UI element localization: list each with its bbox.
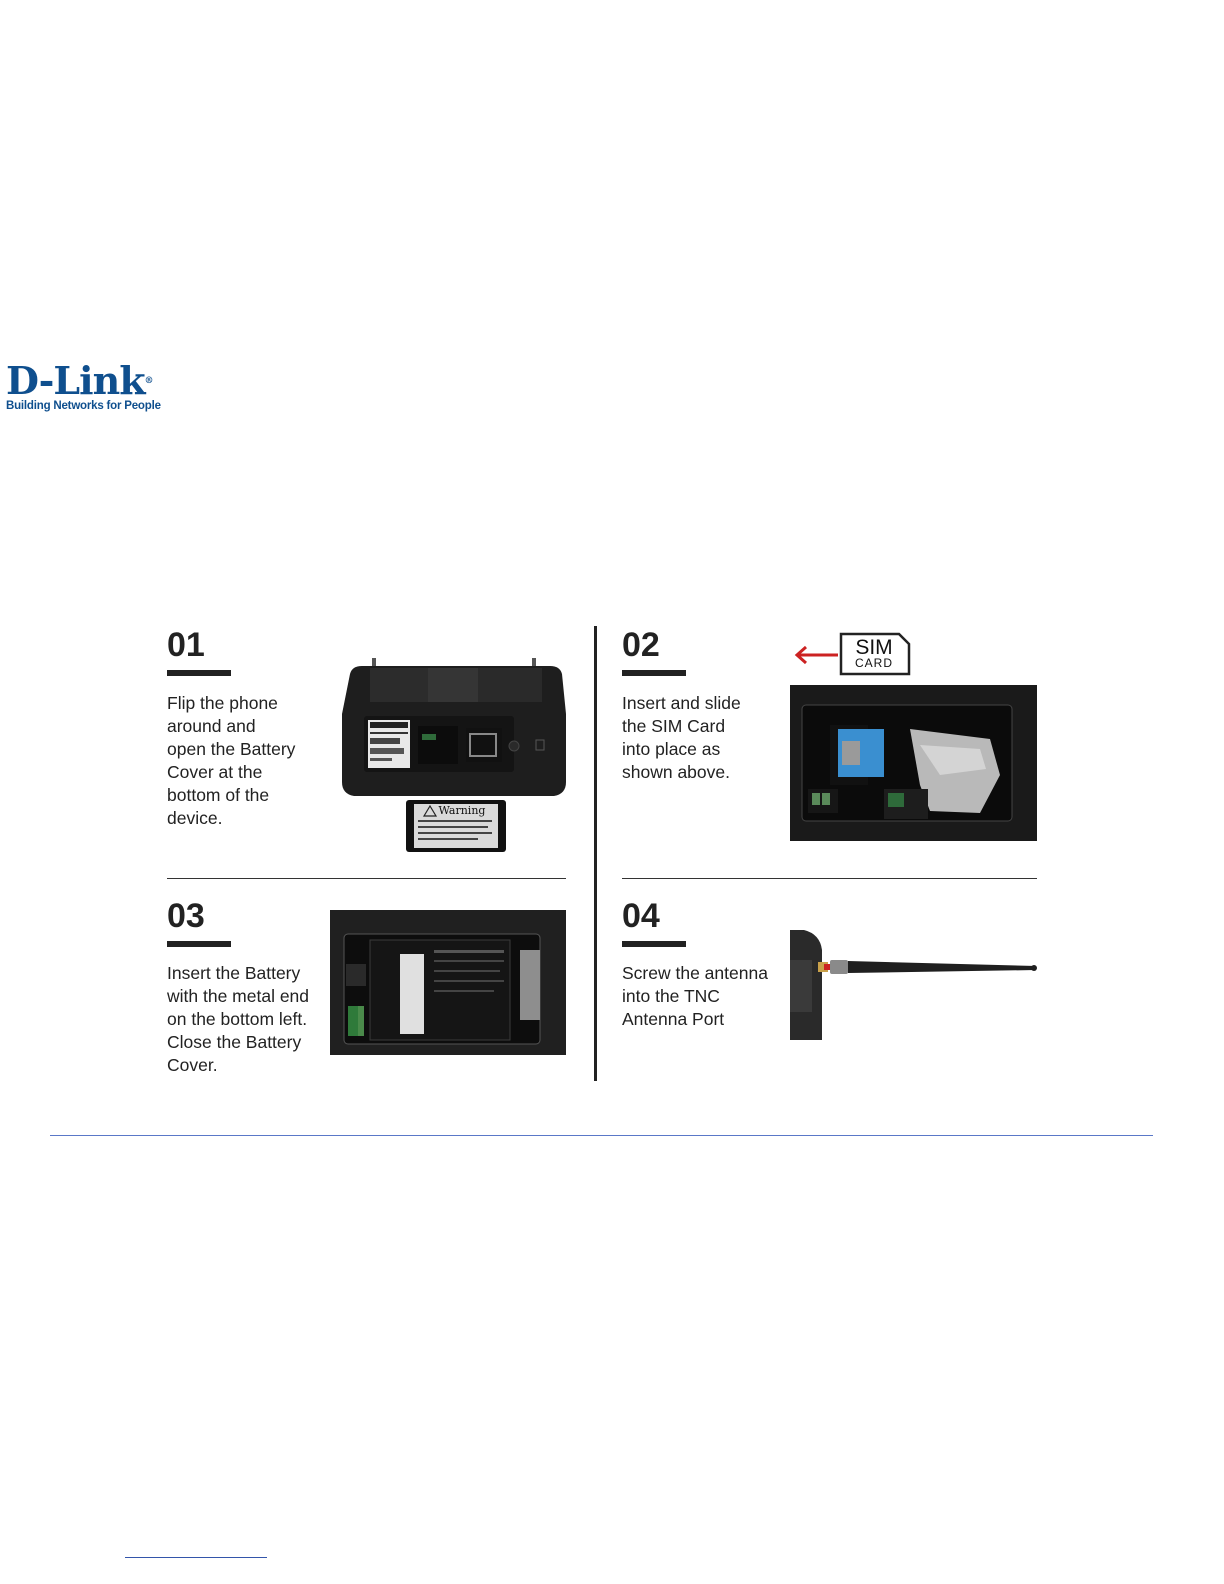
section-rule — [50, 1135, 1153, 1136]
card-label: CARD — [854, 656, 893, 670]
step-01-underline — [167, 670, 231, 676]
step-03-number: 03 — [167, 897, 205, 935]
step-02-instructions: Insert and slide the SIM Card into place as shown above. — [622, 693, 741, 782]
step-04-number: 04 — [622, 897, 660, 935]
step-02-underline — [622, 670, 686, 676]
phone-battery-cover-photo — [336, 654, 572, 854]
step-03-instructions: Insert the Battery with the metal end on the bottom left. Close the Battery Cover. — [167, 963, 310, 1075]
step-04-underline — [622, 941, 686, 947]
antenna-port-photo — [790, 930, 1038, 1040]
registered-mark: ® — [144, 376, 153, 386]
battery-insert-photo — [330, 910, 566, 1055]
divider-left — [167, 878, 566, 879]
sim-slot-photo — [790, 685, 1037, 841]
logo-wordmark: D-Link — [6, 358, 145, 403]
warning-label-text: Warning — [438, 804, 486, 817]
sim-label: SIM — [855, 636, 893, 659]
divider-right — [622, 878, 1037, 879]
footnote-rule — [125, 1557, 267, 1558]
step-04-instructions: Screw the antenna into the TNC Antenna Port — [622, 963, 768, 1029]
step-02-number: 02 — [622, 626, 660, 664]
dlink-logo — [6, 358, 166, 413]
step-03-underline — [167, 941, 231, 947]
step-01-number: 01 — [167, 626, 205, 664]
sim-card-icon — [839, 632, 911, 676]
arrow-left-icon — [794, 644, 838, 666]
vertical-divider — [594, 626, 597, 1081]
step-01-instructions: Flip the phone around and open the Battery Cover at the bottom of the device. — [167, 693, 296, 828]
logo-tagline: Building Networks for People — [6, 400, 161, 412]
